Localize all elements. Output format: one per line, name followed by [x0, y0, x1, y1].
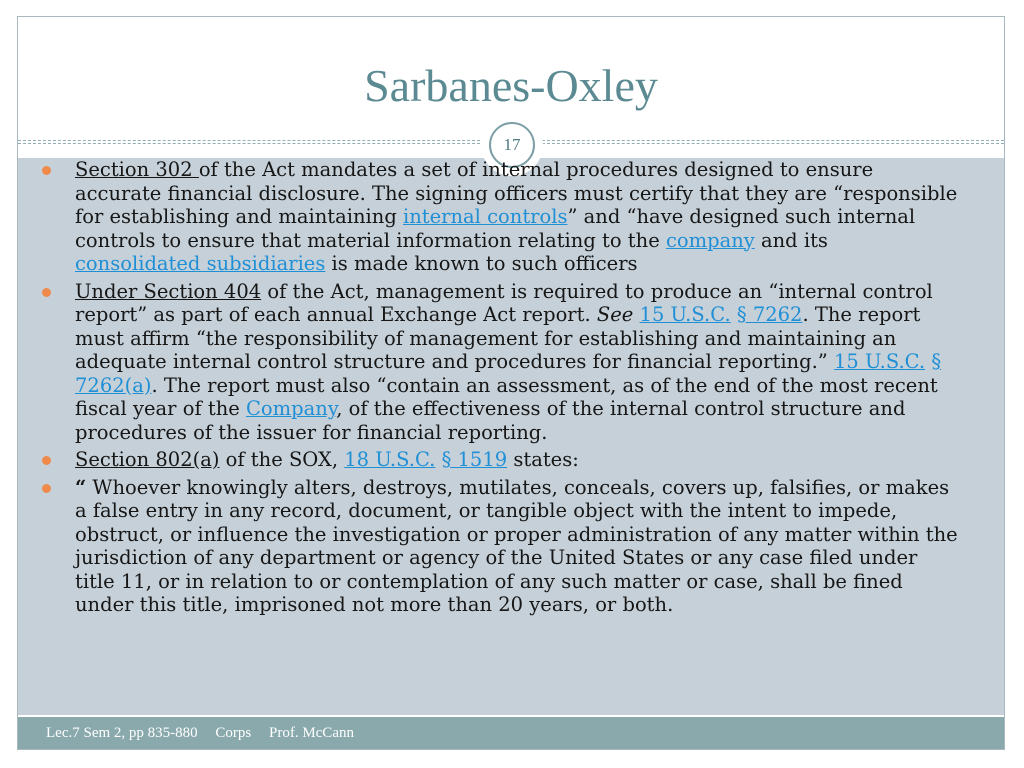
link-company-2[interactable]: Company [246, 397, 337, 420]
link-section-7262a[interactable]: § 7262(a) [75, 350, 942, 397]
section-302-heading: Section 302 [75, 158, 199, 181]
bullet-list [59, 158, 959, 621]
link-18-usc[interactable]: 18 U.S.C. [344, 448, 436, 471]
footer-lecture: Lec.7 Sem 2, pp 835-880 [46, 725, 198, 741]
bullet-dot-icon [42, 166, 51, 175]
bullet-dot-icon [42, 288, 51, 297]
bullet-text: states: [507, 448, 579, 471]
open-quote-mark: “ [75, 475, 87, 499]
bullet-text: , of the effectiveness of the internal control structure and procedures of the issuer for financial reporting. [75, 397, 906, 444]
link-section-7262[interactable]: § 7262 [736, 303, 803, 326]
section-404-heading: Under Section 404 [75, 279, 262, 303]
bullet-text: . The report must affirm “the responsibility of management for establishing and maintaining an adequate internal control structure and procedures for financial reporting.” [75, 303, 921, 373]
bullet-section-302 [59, 158, 959, 276]
bullet-dot-icon [42, 456, 51, 465]
bullet-text: Whoever knowingly alters, destroys, mutilates, conceals, covers up, falsifies, or makes a false entry in any record, document, or tangible object with the intent to impede, obstruct, or influence the investigation or proper administration of any matter within the jurisdiction of any department or agency of the United States or any case filed under title 11, or in relation to or contemplation of any such matter or case, shall be fined under this title, imprisoned not more than 20 years, or both. [75, 475, 958, 616]
bullet-text: of the Act mandates a set of internal procedures designed to ensure accurate financial disclosure. The signing officers must certify that they are “responsible for establishing and maintaining [75, 158, 958, 228]
bullet-text: of the SOX, [219, 448, 345, 471]
footer-professor: Prof. McCann [268, 725, 354, 741]
bullet-quote-1519 [59, 476, 959, 617]
footer-course: Corps [215, 725, 252, 741]
bullet-text: is made known to such officers [325, 252, 638, 275]
link-section-1519[interactable]: § 1519 [441, 448, 508, 471]
section-802-heading: Section 802(a) [75, 448, 220, 471]
page-number: 17 [489, 122, 535, 168]
bullet-dot-icon [42, 484, 51, 493]
footer-bar [18, 717, 1004, 750]
link-consolidated-subsidiaries[interactable]: consolidated subsidiaries [75, 252, 326, 275]
bullet-section-802 [59, 448, 959, 472]
bullet-text: . The report must also “contain an assessment, as of the end of the most recent fiscal year of the [75, 373, 938, 420]
bullet-text: of the Act, management is required to produce an “internal control report” as part of each annual Exchange Act report. [75, 279, 933, 326]
footer-text [46, 725, 368, 742]
bullet-section-404 [59, 280, 959, 445]
link-15-usc-2[interactable]: 15 U.S.C. [833, 350, 926, 373]
link-15-usc[interactable]: 15 U.S.C. [639, 303, 731, 326]
bullet-text: ” and “have designed such internal controls to ensure that material information relating to the [75, 205, 916, 252]
link-internal-controls[interactable]: internal controls [403, 205, 568, 228]
see-citation-signal: See [596, 303, 634, 326]
slide-title: Sarbanes-Oxley [364, 60, 658, 111]
link-company[interactable]: company [665, 228, 755, 252]
bullet-text: and its [754, 228, 828, 252]
